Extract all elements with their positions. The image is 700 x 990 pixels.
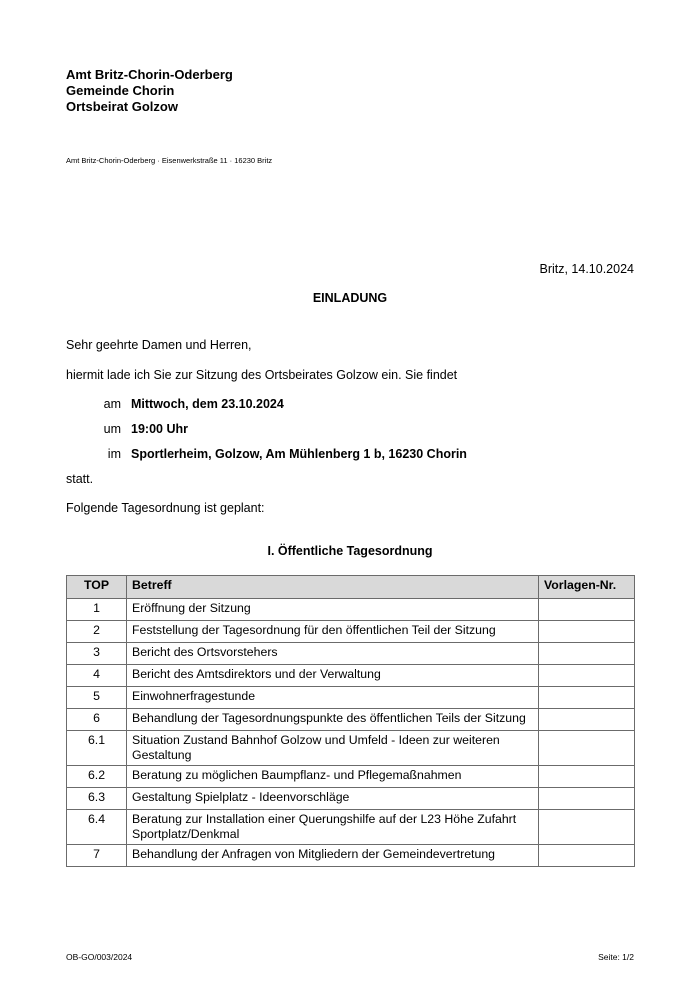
top-cell: 4 [67,665,127,687]
statt-text: statt. [66,472,94,486]
header-betreff: Betreff [127,576,539,599]
footer-doc-number: OB-GO/003/2024 [66,952,133,962]
top-cell: 7 [67,845,127,867]
ref-cell [539,599,635,621]
top-cell: 2 [67,621,127,643]
top-cell: 6 [67,709,127,731]
subject-cell: Einwohnerfragestunde [127,687,539,709]
top-cell: 3 [67,643,127,665]
sender-line-amt: Amt Britz-Chorin-Oderberg [66,67,233,82]
header-top: TOP [67,576,127,599]
subject-cell: Eröffnung der Sitzung [127,599,539,621]
ref-cell [539,687,635,709]
top-cell: 6.1 [67,731,127,766]
table-row [67,665,635,687]
return-address: Amt Britz-Chorin-Oderberg · Eisenwerkstraße 11 · 16230 Britz [66,156,273,165]
meeting-date-value: Mittwoch, dem 23.10.2024 [131,397,284,411]
table-row [67,709,635,731]
table-row [67,643,635,665]
ref-cell [539,845,635,867]
meeting-place-row [66,447,467,461]
ref-cell [539,810,635,845]
meeting-time-row [66,422,188,436]
ref-cell [539,621,635,643]
table-row [67,687,635,709]
footer-page-number: Seite: 1/2 [598,952,634,962]
table-row [67,599,635,621]
top-cell: 1 [67,599,127,621]
sender-block [66,67,233,115]
subject-cell: Beratung zu möglichen Baumpflanz- und Pflegemaßnahmen [127,766,539,788]
top-cell: 6.2 [67,766,127,788]
agenda-table [66,575,635,867]
header-vorlagen-nr: Vorlagen-Nr. [539,576,635,599]
ref-cell [539,709,635,731]
subject-cell: Feststellung der Tagesordnung für den öffentlichen Teil der Sitzung [127,621,539,643]
intro-text: hiermit lade ich Sie zur Sitzung des Ortsbeirates Golzow ein. Sie findet [66,368,458,382]
subject-cell: Bericht des Amtsdirektors und der Verwaltung [127,665,539,687]
ref-cell [539,766,635,788]
subject-cell: Beratung zur Installation einer Querungshilfe auf der L23 Höhe Zufahrt Sportplatz/Denkmal [127,810,539,845]
table-header-row [67,576,635,599]
subject-cell: Behandlung der Anfragen von Mitgliedern der Gemeindevertretung [127,845,539,867]
subject-cell: Behandlung der Tagesordnungspunkte des öffentlichen Teils der Sitzung [127,709,539,731]
sender-line-gemeinde: Gemeinde Chorin [66,83,175,98]
meeting-date-row [66,397,284,411]
meeting-place-key: im [107,447,121,461]
table-row [67,845,635,867]
table-row [67,766,635,788]
meeting-time-value: 19:00 Uhr [131,422,188,436]
table-row [67,810,635,845]
subject-cell: Bericht des Ortsvorstehers [127,643,539,665]
top-cell: 6.3 [67,788,127,810]
ref-cell [539,788,635,810]
subject-cell: Situation Zustand Bahnhof Golzow und Umfeld - Ideen zur weiteren Gestaltung [127,731,539,766]
place-date: Britz, 14.10.2024 [539,262,634,276]
sender-line-ortsbeirat: Ortsbeirat Golzow [66,99,178,114]
table-row [67,788,635,810]
top-cell: 6.4 [67,810,127,845]
ref-cell [539,643,635,665]
table-row [67,731,635,766]
meeting-date-key: am [103,397,121,411]
section-title: I. Öffentliche Tagesordnung [267,544,433,558]
ref-cell [539,665,635,687]
meeting-time-key: um [103,422,121,436]
table-row [67,621,635,643]
salutation: Sehr geehrte Damen und Herren, [66,338,252,352]
document-title: EINLADUNG [312,291,388,305]
meeting-place-value: Sportlerheim, Golzow, Am Mühlenberg 1 b, 16230 Chorin [131,447,467,461]
agenda-intro: Folgende Tagesordnung ist geplant: [66,501,265,515]
subject-cell: Gestaltung Spielplatz - Ideenvorschläge [127,788,539,810]
top-cell: 5 [67,687,127,709]
ref-cell [539,731,635,766]
